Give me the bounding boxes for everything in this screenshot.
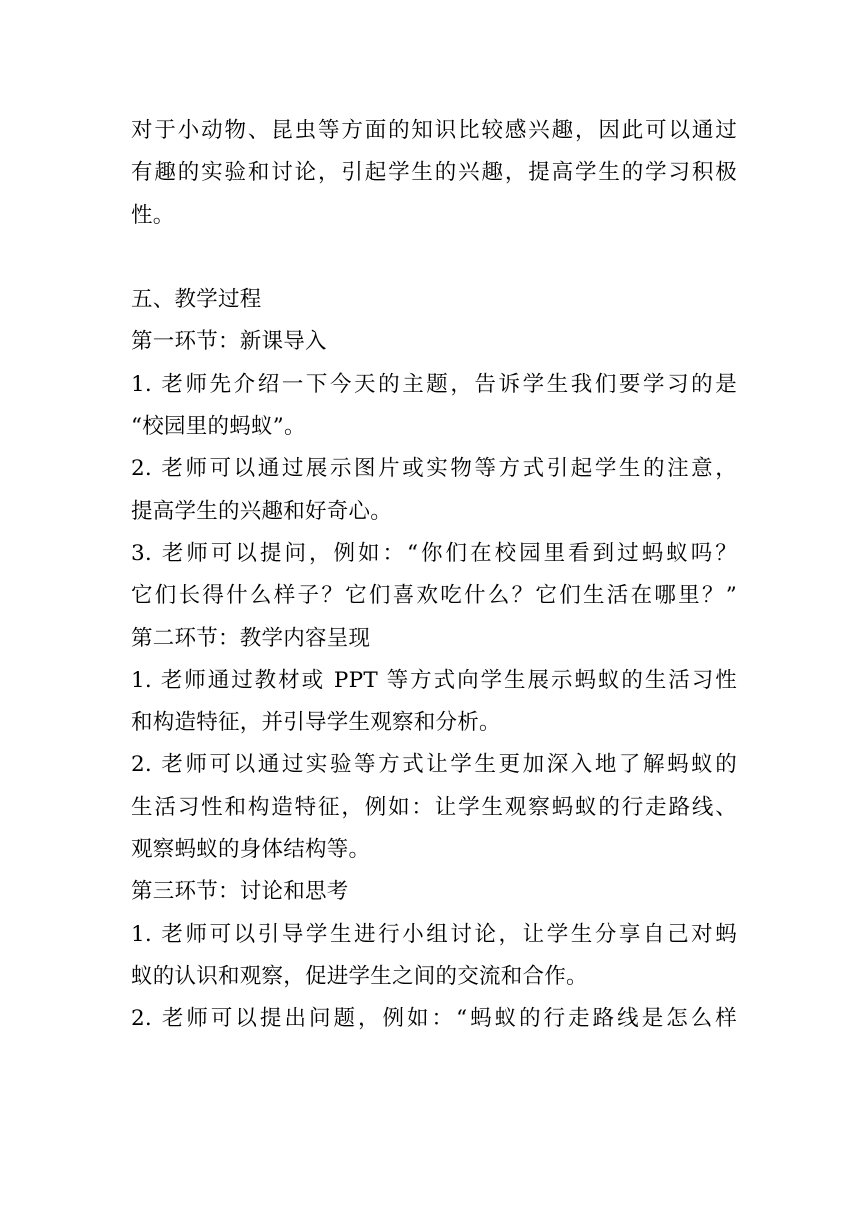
step3-line-2: 蚁的认识和观察，促进学生之间的交流和合作。	[131, 963, 588, 989]
step1-line-3: 2. 老师可以通过展示图片或实物等方式引起学生的注意，	[131, 456, 737, 482]
step2-line-5: 观察蚂蚁的身体结构等。	[131, 837, 371, 863]
step1-line-2: “校园里的蚂蚁”。	[131, 414, 306, 440]
paragraph-gap	[131, 237, 737, 279]
intro-line-2: 有趣的实验和讨论，引起学生的兴趣，提高学生的学习积极	[131, 160, 737, 186]
step3-line-3: 2. 老师可以提出问题，例如：“蚂蚁的行走路线是怎么样	[131, 1006, 737, 1032]
step3-heading: 第三环节：讨论和思考	[131, 879, 349, 905]
step2-line-1: 1. 老师通过教材或 PPT 等方式向学生展示蚂蚁的生活习性	[131, 667, 737, 693]
document-page	[131, 110, 737, 1041]
step1-line-1: 1. 老师先介绍一下今天的主题，告诉学生我们要学习的是	[131, 371, 737, 397]
intro-line-1: 对于小动物、昆虫等方面的知识比较感兴趣，因此可以通过	[131, 118, 737, 143]
step1-line-5: 3. 老师可以提问，例如：“你们在校园里看到过蚂蚁吗？	[131, 540, 737, 566]
step1-line-4: 提高学生的兴趣和好奇心。	[131, 498, 393, 524]
step1-heading: 第一环节：新课导入	[131, 329, 327, 355]
step2-line-4: 生活习性和构造特征，例如：让学生观察蚂蚁的行走路线、	[131, 794, 737, 820]
step2-line-2: 和构造特征，并引导学生观察和分析。	[131, 710, 501, 736]
step2-line-3: 2. 老师可以通过实验等方式让学生更加深入地了解蚂蚁的	[131, 752, 737, 778]
step1-line-6: 它们长得什么样子？它们喜欢吃什么？它们生活在哪里？”	[131, 583, 737, 609]
step2-heading: 第二环节：教学内容呈现	[131, 625, 371, 651]
intro-line-3: 性。	[131, 202, 175, 228]
section-heading: 五、教学过程	[131, 287, 262, 313]
step3-line-1: 1. 老师可以引导学生进行小组讨论，让学生分享自己对蚂	[131, 921, 737, 947]
